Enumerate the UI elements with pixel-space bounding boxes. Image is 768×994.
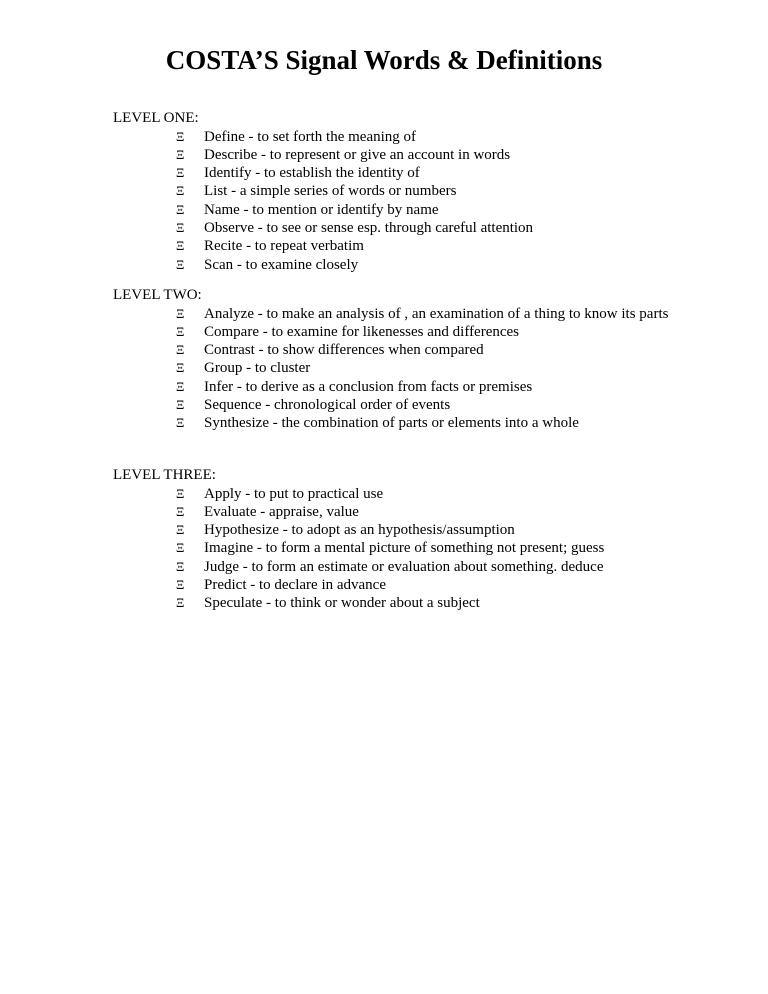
list-item <box>113 305 673 323</box>
section-level-three <box>113 466 673 613</box>
definition-text: Imagine - to form a mental picture of something not present; guess <box>204 540 605 557</box>
list-item <box>113 323 673 341</box>
xi-bullet-icon: Ξ <box>176 522 185 538</box>
list-item <box>113 485 673 503</box>
definition-text: Compare - to examine for likenesses and differences <box>204 323 520 340</box>
list-item <box>113 414 673 432</box>
xi-bullet-icon: Ξ <box>176 485 185 501</box>
definition-text: List - a simple series of words or numbers <box>204 183 457 200</box>
definition-text: Recite - to repeat verbatim <box>204 238 364 255</box>
definition-text: Judge - to form an estimate or evaluation about something. deduce <box>204 558 604 575</box>
xi-bullet-icon: Ξ <box>176 396 185 412</box>
definition-text: Contrast - to show differences when compared <box>204 342 484 359</box>
section-heading: LEVEL TWO: <box>113 287 202 303</box>
definition-text: Name - to mention or identify by name <box>204 201 439 218</box>
definition-text: Apply - to put to practical use <box>204 485 384 502</box>
list-item <box>113 503 673 521</box>
xi-bullet-icon: Ξ <box>176 128 185 144</box>
xi-bullet-icon: Ξ <box>176 183 185 199</box>
xi-bullet-icon: Ξ <box>176 540 185 556</box>
definition-text: Analyze - to make an analysis of , an examination of a thing to know its parts <box>204 305 669 322</box>
xi-bullet-icon: Ξ <box>176 503 185 519</box>
list-item <box>113 594 673 612</box>
xi-bullet-icon: Ξ <box>176 415 185 431</box>
section-level-two <box>113 286 673 433</box>
xi-bullet-icon: Ξ <box>176 342 185 358</box>
definition-text: Identify - to establish the identity of <box>204 165 420 182</box>
list-item <box>113 146 673 164</box>
section-heading: LEVEL ONE: <box>113 110 199 126</box>
definition-text: Speculate - to think or wonder about a subject <box>204 595 480 612</box>
section-level-one <box>113 109 673 274</box>
xi-bullet-icon: Ξ <box>176 360 185 376</box>
definition-text: Sequence - chronological order of events <box>204 396 451 413</box>
definition-text: Predict - to declare in advance <box>204 576 386 593</box>
list-item <box>113 128 673 146</box>
definition-text: Scan - to examine closely <box>204 256 359 273</box>
list-item <box>113 201 673 219</box>
definition-text: Observe - to see or sense esp. through careful attention <box>204 219 534 236</box>
definition-text: Describe - to represent or give an account in words <box>204 146 511 163</box>
xi-bullet-icon: Ξ <box>176 146 185 162</box>
list-item <box>113 539 673 557</box>
list-item <box>113 219 673 237</box>
list-item <box>113 164 673 182</box>
list-item <box>113 521 673 539</box>
section-heading: LEVEL THREE: <box>113 467 216 483</box>
list-item <box>113 359 673 377</box>
xi-bullet-icon: Ξ <box>176 305 185 321</box>
page-title: COSTA’S Signal Words & Definitions <box>165 45 603 75</box>
xi-bullet-icon: Ξ <box>176 378 185 394</box>
list-item <box>113 237 673 255</box>
xi-bullet-icon: Ξ <box>176 256 185 272</box>
list-item <box>113 396 673 414</box>
definition-text: Define - to set forth the meaning of <box>204 128 417 145</box>
definition-text: Group - to cluster <box>204 360 311 377</box>
definition-text: Synthesize - the combination of parts or elements into a whole <box>204 415 579 432</box>
list-item <box>113 378 673 396</box>
definition-text: Infer - to derive as a conclusion from facts or premises <box>204 378 533 395</box>
definition-text: Evaluate - appraise, value <box>204 503 359 520</box>
list-item <box>113 256 673 274</box>
list-item <box>113 576 673 594</box>
xi-bullet-icon: Ξ <box>176 201 185 217</box>
list-item <box>113 182 673 200</box>
xi-bullet-icon: Ξ <box>176 558 185 574</box>
xi-bullet-icon: Ξ <box>176 238 185 254</box>
definition-text: Hypothesize - to adopt as an hypothesis/assumption <box>204 522 515 539</box>
xi-bullet-icon: Ξ <box>176 219 185 235</box>
list-item <box>113 558 673 576</box>
list-item <box>113 341 673 359</box>
xi-bullet-icon: Ξ <box>176 595 185 611</box>
xi-bullet-icon: Ξ <box>176 323 185 339</box>
xi-bullet-icon: Ξ <box>176 165 185 181</box>
xi-bullet-icon: Ξ <box>176 576 185 592</box>
